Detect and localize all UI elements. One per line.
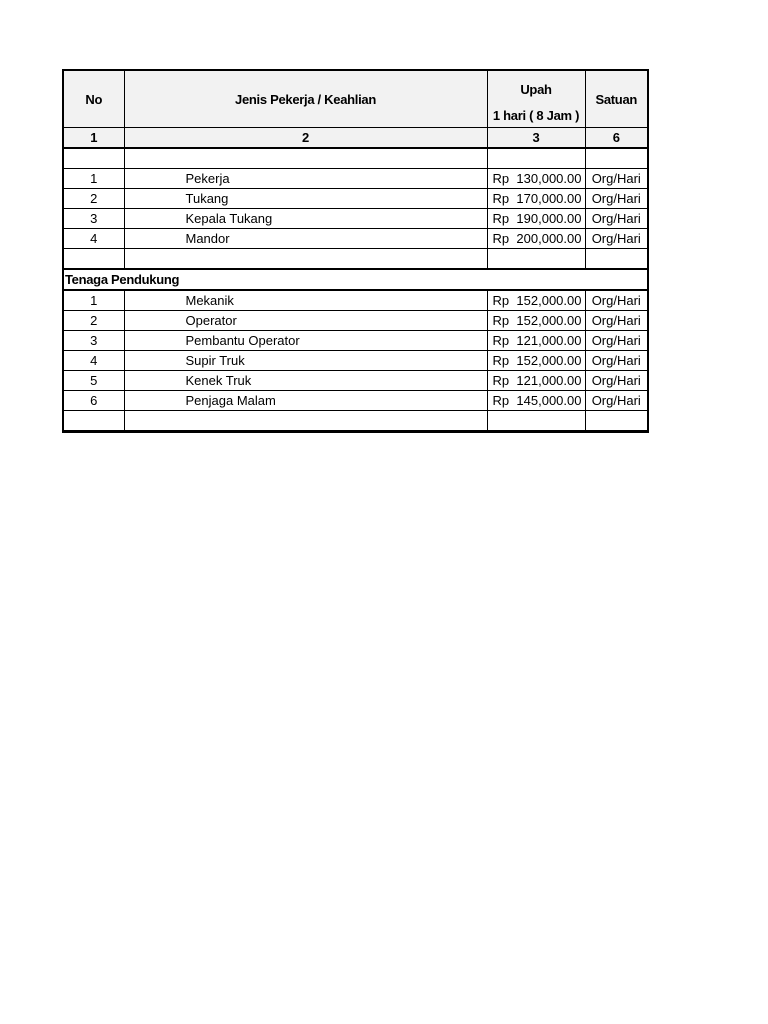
currency-label: Rp [492, 171, 510, 186]
price-amount: 121,000.00 [516, 333, 582, 348]
row-unit: Org/Hari [585, 189, 648, 209]
currency-label: Rp [492, 333, 510, 348]
header-upah [487, 70, 585, 128]
colnum-no: 1 [63, 128, 124, 149]
table-row [63, 371, 648, 391]
section-row [63, 269, 648, 290]
price-amount: 130,000.00 [516, 171, 582, 186]
row-no: 6 [63, 391, 124, 411]
row-price [487, 229, 585, 249]
currency-label: Rp [492, 313, 510, 328]
price-amount: 145,000.00 [516, 393, 582, 408]
row-unit: Org/Hari [585, 209, 648, 229]
wage-sheet [62, 69, 647, 433]
row-name: Mekanik [124, 290, 487, 311]
price-amount: 200,000.00 [516, 231, 582, 246]
row-price [487, 290, 585, 311]
table-row [63, 209, 648, 229]
table-row [63, 331, 648, 351]
row-no: 4 [63, 229, 124, 249]
colnum-upah: 3 [487, 128, 585, 149]
row-unit: Org/Hari [585, 371, 648, 391]
table-row [63, 169, 648, 189]
row-unit: Org/Hari [585, 290, 648, 311]
currency-label: Rp [492, 293, 510, 308]
currency-label: Rp [492, 373, 510, 388]
header-satuan: Satuan [585, 70, 648, 128]
header-row [63, 70, 648, 128]
table-row [63, 351, 648, 371]
row-price [487, 311, 585, 331]
price-amount: 152,000.00 [516, 353, 582, 368]
currency-label: Rp [492, 231, 510, 246]
row-no: 3 [63, 209, 124, 229]
currency-label: Rp [492, 393, 510, 408]
table-row [63, 290, 648, 311]
header-upah-subtitle: 1 hari ( 8 Jam ) [492, 108, 580, 123]
row-name: Kepala Tukang [124, 209, 487, 229]
header-upah-title: Upah [520, 82, 552, 97]
table-row [63, 229, 648, 249]
row-no: 1 [63, 169, 124, 189]
row-name: Operator [124, 311, 487, 331]
price-amount: 152,000.00 [516, 293, 582, 308]
row-name: Mandor [124, 229, 487, 249]
row-price [487, 169, 585, 189]
row-price [487, 391, 585, 411]
empty-row [63, 148, 648, 169]
colnum-satuan: 6 [585, 128, 648, 149]
row-unit: Org/Hari [585, 311, 648, 331]
row-price [487, 351, 585, 371]
column-number-row [63, 128, 648, 149]
row-no: 5 [63, 371, 124, 391]
row-no: 2 [63, 189, 124, 209]
row-name: Kenek Truk [124, 371, 487, 391]
row-no: 2 [63, 311, 124, 331]
row-name: Pekerja [124, 169, 487, 189]
table-row [63, 391, 648, 411]
header-no: No [63, 70, 124, 128]
price-amount: 190,000.00 [516, 211, 582, 226]
row-price [487, 189, 585, 209]
wage-table [62, 69, 649, 433]
row-name: Tukang [124, 189, 487, 209]
row-name: Pembantu Operator [124, 331, 487, 351]
row-no: 3 [63, 331, 124, 351]
currency-label: Rp [492, 353, 510, 368]
row-name: Supir Truk [124, 351, 487, 371]
row-unit: Org/Hari [585, 331, 648, 351]
price-amount: 121,000.00 [516, 373, 582, 388]
header-jenis: Jenis Pekerja / Keahlian [124, 70, 487, 128]
table-row [63, 311, 648, 331]
row-no: 1 [63, 290, 124, 311]
row-unit: Org/Hari [585, 391, 648, 411]
row-unit: Org/Hari [585, 169, 648, 189]
currency-label: Rp [492, 211, 510, 226]
table-row [63, 189, 648, 209]
row-name: Penjaga Malam [124, 391, 487, 411]
price-amount: 170,000.00 [516, 191, 582, 206]
price-amount: 152,000.00 [516, 313, 582, 328]
section-title: Tenaga Pendukung [63, 269, 648, 290]
row-price [487, 371, 585, 391]
row-unit: Org/Hari [585, 351, 648, 371]
currency-label: Rp [492, 191, 510, 206]
empty-row [63, 411, 648, 432]
empty-row [63, 249, 648, 270]
row-price [487, 209, 585, 229]
row-unit: Org/Hari [585, 229, 648, 249]
colnum-jenis: 2 [124, 128, 487, 149]
row-price [487, 331, 585, 351]
row-no: 4 [63, 351, 124, 371]
